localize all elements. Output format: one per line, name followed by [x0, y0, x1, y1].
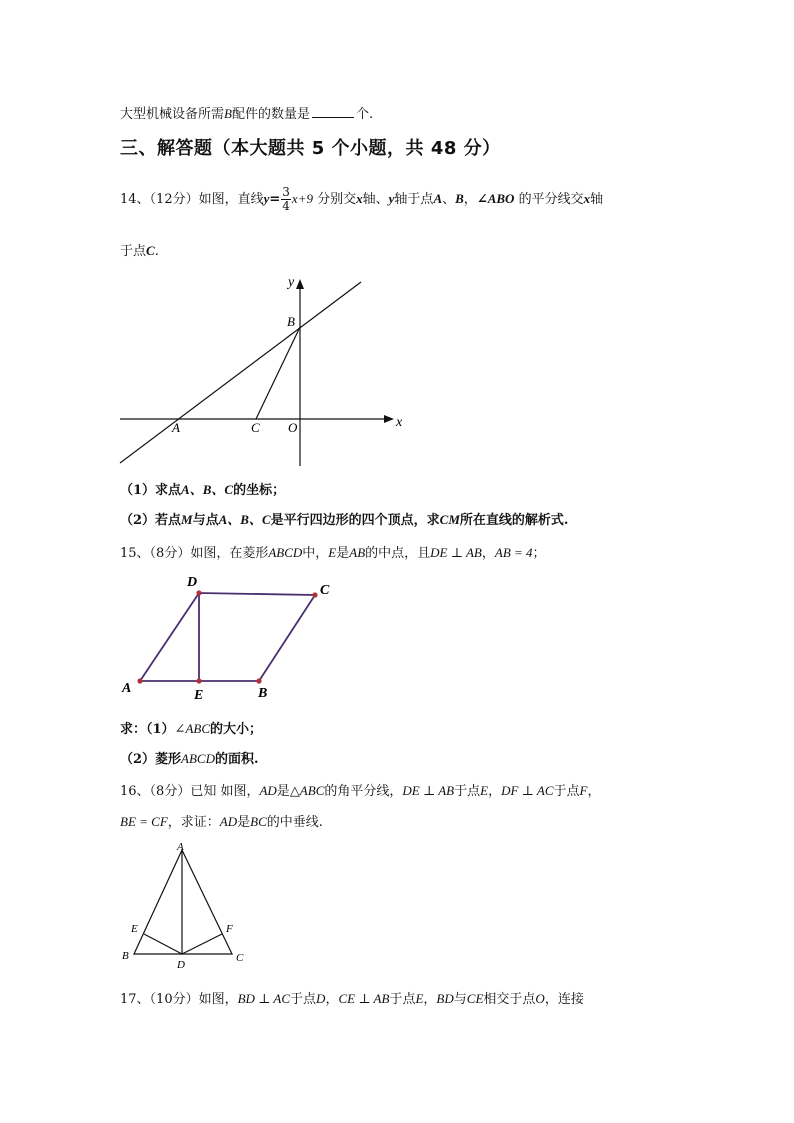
point-b [256, 678, 261, 683]
q16-figure [116, 838, 256, 973]
q14-part1: （1）求点A、B、C的坐标； [120, 482, 286, 498]
label-a: A [122, 681, 132, 696]
label-o: O [288, 420, 298, 435]
y-axis-arrow [296, 279, 304, 289]
answer-blank [312, 105, 354, 118]
line-ab [120, 282, 361, 463]
section-title: 三、解答题（本大题共 5 个小题，共 48 分） [120, 138, 501, 159]
q13-tail: 大型机械设备所需B配件的数量是 个. [120, 106, 374, 122]
rhombus-abcd [140, 593, 315, 681]
label-b: B [122, 950, 129, 962]
segment-df [182, 934, 222, 954]
q15-ask2: （2）菱形ABCD的面积. [120, 751, 259, 767]
q16-stem-line2: BE = CF，求证：AD是BC的中垂线. [120, 814, 323, 830]
label-d: D [177, 959, 185, 971]
label-a: A [172, 420, 180, 435]
label-f: F [226, 923, 233, 935]
label-d: D [187, 575, 198, 590]
q16-stem: 16、（8分）已知 如图，AD是△ABC的角平分线，DE ⊥ AB于点E，DF ⊥ AC于点F， [120, 783, 601, 799]
label-c: C [236, 952, 244, 964]
point-d [196, 590, 201, 595]
fraction: $\frac{3}{4}$ [282, 185, 290, 213]
q14-stem-line2: 于点C. [120, 243, 159, 259]
label-b: B [258, 686, 268, 701]
q14-figure [112, 268, 412, 473]
point-e [196, 678, 201, 683]
segment-bc [256, 327, 300, 419]
q17-stem: 17、（10分）如图，BD ⊥ AC于点D，CE ⊥ AB于点E，BD与CE相交于点O，连接 [120, 991, 584, 1007]
label-c: C [320, 583, 330, 598]
label-x: x [396, 415, 403, 430]
point-c [312, 592, 317, 597]
segment-de [144, 934, 182, 954]
label-y: y [288, 275, 295, 290]
q15-ask1: 求：（1）∠ABC的大小； [120, 721, 263, 737]
x-axis-arrow [384, 415, 394, 423]
q14-stem: 14、（12分）如图，直线y= $\frac{3}{4}$ x+9 分别交x轴、y轴于点A、B，∠ABO 的平分线交x轴 [120, 185, 604, 213]
triangle-abc [134, 850, 232, 954]
label-b: B [287, 314, 295, 329]
point-a [137, 678, 142, 683]
q15-stem: 15、（8分）如图，在菱形ABCD中，E是AB的中点，且DE ⊥ AB，AB = 4； [120, 545, 546, 561]
label-e: E [194, 688, 204, 703]
label-e: E [131, 923, 138, 935]
label-a: A [177, 841, 184, 853]
label-c: C [251, 420, 260, 435]
q14-part2: （2）若点M与点A、B、C是平行四边形的四个顶点，求CM所在直线的解析式. [120, 512, 569, 528]
q15-figure [118, 570, 343, 705]
